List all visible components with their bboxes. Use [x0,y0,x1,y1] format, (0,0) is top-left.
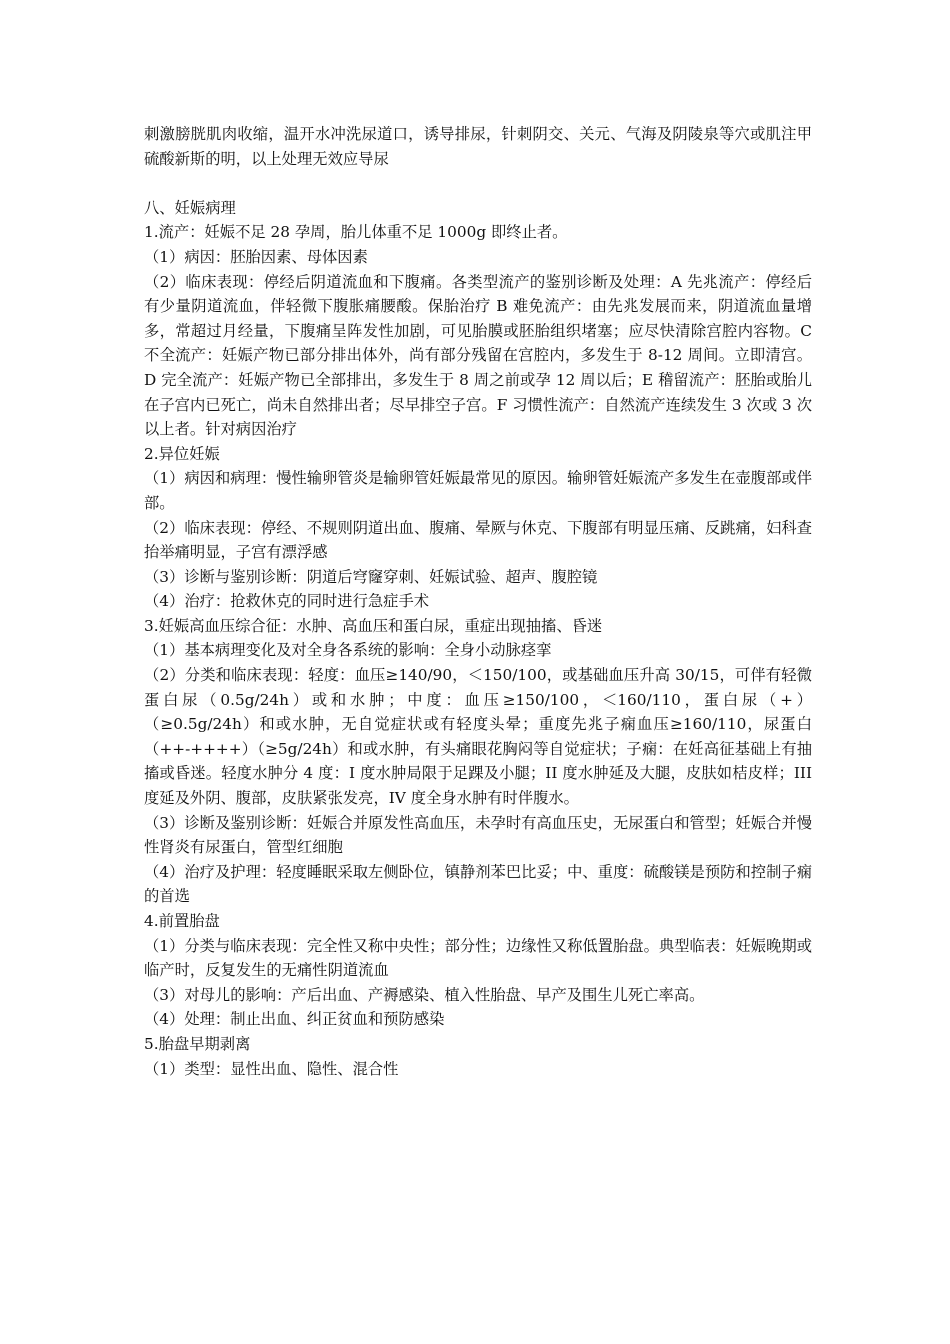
heading-placental-abruption: 5.胎盘早期剥离 [144,1034,251,1053]
document-body [144,122,812,1081]
heading-pregnancy-hypertension: 3.妊娠高血压综合征：水肿、高血压和蛋白尿，重症出现抽搐、昏迷 [144,616,603,635]
paragraph-ectopic-treatment: （4）治疗：抢救休克的同时进行急症手术 [144,592,430,611]
paragraph-hypertension-treatment: （4）治疗及护理：轻度睡眠采取左侧卧位，镇静剂苯巴比妥；中、重度：硫酸镁是预防和控制子痫的首选 [144,862,812,906]
paragraph-ectopic-cause: （1）病因和病理：慢性输卵管炎是输卵管妊娠最常见的原因。输卵管妊娠流产多发生在壶腹部或伴部。 [144,469,812,512]
paragraph-abortion-clinical: （2）临床表现：停经后阴道流血和下腹痛。各类型流产的鉴别诊断及处理：A 先兆流产：停经后有少量阴道流血，伴轻微下腹胀痛腰酸。保胎治疗 B 难免流产：由先兆发展而来，阴道流血量增多，常超过月经量，下腹痛呈阵发性加剧，可见胎膜或胚胎组织堵塞；应尽快清除宫腔内容物。C 不全流产：妊娠产物已部分排出体外，尚有部分残留在宫腔内，多发生于 8-12 周间。立即清宫。D 完全流产：妊娠产物已全部排出，多发生于 8 周之前或孕 12 周以后；E 稽留流产：胚胎或胎儿在子宫内已死亡，尚未自然排出者；尽早排空子宫。F 习惯性流产：自然流产连续发生 3 次或 3 次以上者。针对病因治疗 [144,272,812,439]
paragraph-hypertension-pathology: （1）基本病理变化及对全身各系统的影响：全身小动脉痉挛 [144,641,552,660]
paragraph-abruption-types: （1）类型：显性出血、隐性、混合性 [144,1059,399,1078]
heading-ectopic-pregnancy: 2.异位妊娠 [144,444,220,463]
paragraph-previa-classification: （1）分类与临床表现：完全性又称中央性；部分性；边缘性又称低置胎盘。典型临表：妊娠晚期或临产时，反复发生的无痛性阴道流血 [144,936,812,980]
blank-line [144,171,812,196]
paragraph-bladder-treatment: 刺激膀胱肌肉收缩，温开水冲洗尿道口，诱导排尿，针刺阴交、关元、气海及阴陵泉等穴或肌注甲硫酸新斯的明，以上处理无效应导尿 [144,125,812,168]
paragraph-hypertension-classification: （2）分类和临床表现：轻度：血压≥140/90，＜150/100，或基础血压升高 30/15，可伴有轻微蛋白尿（0.5g/24h）或和水肿；中度：血压≥150/100，＜160/110，蛋白尿（+）（≥0.5g/24h）和或水肿，无自觉症状或有轻度头晕；重度先兆子痫血压≥160/110，尿蛋白（++-++++）（≥5g/24h）和或水肿，有头痛眼花胸闷等自觉症状；子痫：在妊高征基础上有抽搐或昏迷。轻度水肿分 4 度：I 度水肿局限于足踝及小腿；II 度水肿延及大腿，皮肤如桔皮样；III 度延及外阴、腹部，皮肤紧张发亮，IV 度全身水肿有时伴腹水。 [144,666,812,808]
heading-abortion: 1.流产：妊娠不足 28 孕周，胎儿体重不足 1000g 即终止者。 [144,223,568,242]
paragraph-ectopic-clinical: （2）临床表现：停经、不规则阴道出血、腹痛、晕厥与休克、下腹部有明显压痛、反跳痛，妇科查抬举痛明显，子宫有漂浮感 [144,518,812,562]
paragraph-ectopic-diagnosis: （3）诊断与鉴别诊断：阴道后穹窿穿刺、妊娠试验、超声、腹腔镜 [144,567,598,586]
heading-placenta-previa: 4.前置胎盘 [144,912,220,930]
section-heading-pregnancy-pathology: 八、妊娠病理 [144,198,236,217]
paragraph-previa-effects: （3）对母儿的影响：产后出血、产褥感染、植入性胎盘、早产及围生儿死亡率高。 [144,985,705,1004]
paragraph-abortion-cause: （1）病因：胚胎因素、母体因素 [144,247,368,266]
paragraph-hypertension-diagnosis: （3）诊断及鉴别诊断：妊娠合并原发性高血压，未孕时有高血压史，无尿蛋白和管型；妊娠合并慢性肾炎有尿蛋白，管型红细胞 [144,813,812,857]
paragraph-previa-treatment: （4）处理：制止出血、纠正贫血和预防感染 [144,1010,445,1029]
